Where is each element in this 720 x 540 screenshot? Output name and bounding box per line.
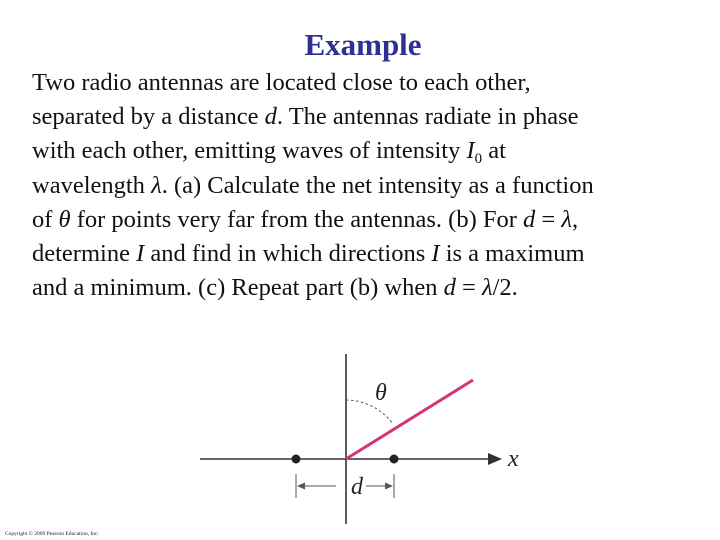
problem-text: and find in which directions <box>144 240 432 268</box>
problem-text: . The antennas radiate in phase <box>276 103 579 131</box>
copyright-notice: Copyright © 2009 Pearson Education, Inc. <box>5 531 99 537</box>
distance-arrowhead-right <box>385 483 393 490</box>
problem-text: separated by a distance <box>32 103 265 131</box>
problem-text: of <box>32 205 59 233</box>
problem-line-3 <box>32 134 717 168</box>
problem-line-7 <box>32 271 717 305</box>
problem-line-1 <box>32 66 717 100</box>
problem-line-2 <box>32 100 717 134</box>
antenna-diagram <box>190 348 530 528</box>
problem-text: for points very far from the antennas. (b) For <box>70 205 524 233</box>
x-axis-arrowhead <box>488 453 502 465</box>
symbol-lambda: λ <box>561 205 572 233</box>
problem-statement <box>32 66 717 305</box>
direction-ray <box>346 380 473 459</box>
problem-text: wavelength <box>32 171 152 199</box>
equals-sign: = <box>455 274 482 302</box>
symbol-intensity: I <box>136 240 145 268</box>
theta-label: θ <box>375 380 387 406</box>
problem-text: at <box>482 137 506 165</box>
problem-text: , <box>571 205 579 233</box>
problem-text: determine <box>32 240 137 268</box>
symbol-intensity: I <box>466 137 475 165</box>
symbol-d: d <box>443 274 456 302</box>
subscript-zero: 0 <box>474 151 483 168</box>
problem-line-4 <box>32 169 717 203</box>
antenna-right-dot <box>390 455 399 464</box>
symbol-lambda: λ <box>481 274 493 302</box>
problem-text: . (a) Calculate the net intensity as a function <box>161 171 594 199</box>
symbol-intensity: I <box>431 240 440 268</box>
problem-text: is a maximum <box>439 240 585 268</box>
distance-arrowhead-left <box>297 483 305 490</box>
problem-text: Two radio antennas are located close to each other, <box>32 69 531 96</box>
problem-text: and a minimum. (c) Repeat part (b) when <box>32 274 444 302</box>
symbol-lambda: λ <box>151 171 162 199</box>
slide-title: Example <box>304 27 422 62</box>
symbol-d: d <box>264 103 277 131</box>
equals-sign: = <box>535 205 562 233</box>
symbol-theta: θ <box>58 205 71 233</box>
x-axis-label: x <box>508 446 519 472</box>
problem-line-5 <box>32 203 717 237</box>
symbol-d: d <box>523 205 536 233</box>
antenna-left-dot <box>292 455 301 464</box>
distance-label: d <box>351 474 363 500</box>
problem-line-6 <box>32 237 717 271</box>
problem-text: /2. <box>492 274 518 302</box>
problem-text: with each other, emitting waves of intensity <box>32 137 467 165</box>
